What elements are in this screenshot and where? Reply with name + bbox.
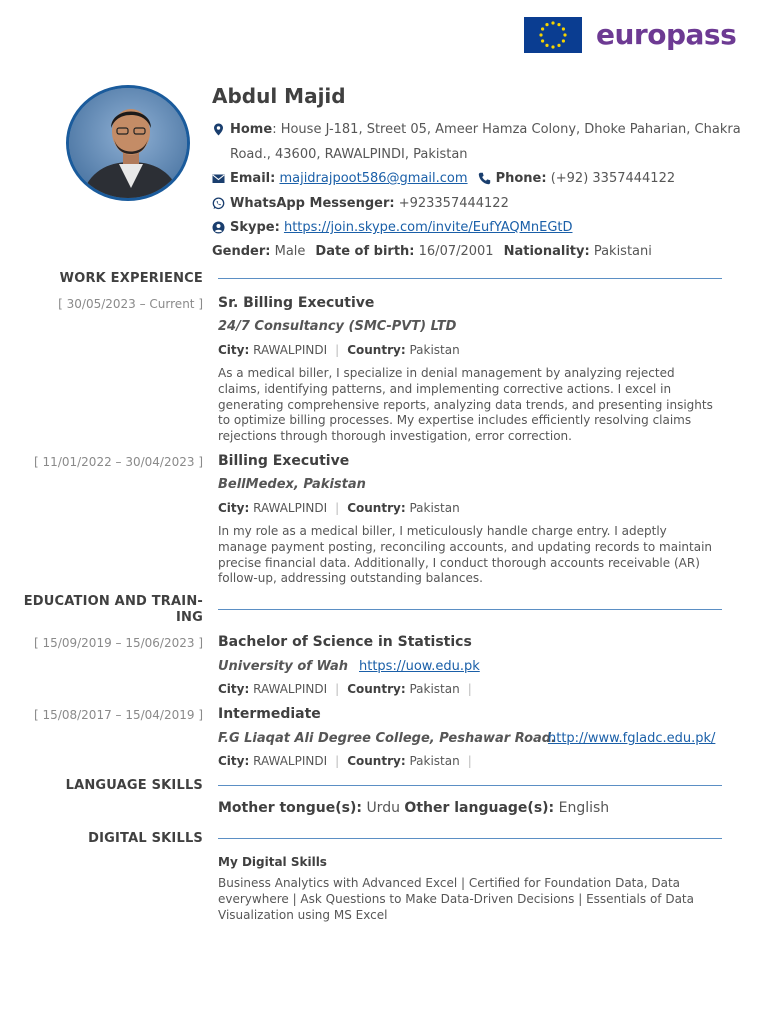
email-label: Email: [230,171,276,186]
section-title-education [0,594,203,626]
envelope-icon [212,172,225,185]
city-value: RAWALPINDI [253,343,328,357]
home-label: Home [230,122,273,137]
country-value: Pakistan [409,501,460,515]
education-date: [ 15/08/2017 – 15/04/2019 ] [34,708,203,722]
job-date: [ 11/01/2022 – 30/04/2023 ] [34,455,203,469]
gender-value: Male [274,244,306,259]
section-title-digital: DIGITAL SKILLS [88,831,203,846]
eu-flag-icon [524,17,582,53]
home-address [212,122,741,137]
education-date: [ 15/09/2019 – 15/06/2023 ] [34,636,203,650]
dob-label: Date of birth: [315,244,415,259]
section-divider [218,278,722,279]
city-value: RAWALPINDI [253,682,328,696]
degree-title: Bachelor of Science in Statistics [218,634,472,650]
institution-website-link[interactable]: https://uow.edu.pk [359,659,480,674]
profile-photo [66,85,190,201]
whatsapp-icon [212,197,225,210]
country-label: Country: [347,343,406,357]
user-circle-icon [212,221,225,234]
city-value: RAWALPINDI [253,501,328,515]
job-location: City: RAWALPINDI | Country: Pakistan [218,501,460,515]
language-line [218,800,609,816]
job-description: As a medical biller, I specialize in denial management by analyzing rejected claims, identifying patterns, and implementing corrective actions. I excel in generating comprehensive reports, analyzing data trends, and presenting insights to optimize billing processes. My expertise includes efficiently resolving claims rejections through thorough investigation, error correction. [218,366,713,444]
mother-tongue-label: Mother tongue(s): [218,800,362,816]
whatsapp-row [212,196,509,211]
institution-name: University of Wah [218,659,348,674]
job-location: City: RAWALPINDI | Country: Pakistan [218,343,460,357]
phone-label: Phone: [495,171,547,186]
email-link[interactable]: majidrajpoot586@gmail.com [279,171,468,186]
digital-skills-list: Business Analytics with Advanced Excel | Certified for Foundation Data, Data everywhere | Ask Questions to Make Data-Driven Decisions | Essentials of Data Visualization using MS Excel [218,876,694,922]
europass-wordmark: europass [596,18,737,51]
education-location: City: RAWALPINDI | Country: Pakistan | [218,682,472,696]
employer-name: BellMedex, Pakistan [218,477,366,492]
section-divider [218,609,722,610]
location-pin-icon [212,123,225,136]
other-language-value: English [558,800,610,816]
city-value: RAWALPINDI [253,754,328,768]
dob-value: 16/07/2001 [418,244,494,259]
job-date: [ 30/05/2023 – Current ] [58,297,203,311]
nationality-value: Pakistani [593,244,652,259]
country-value: Pakistan [409,754,460,768]
person-name: Abdul Majid [212,84,346,108]
country-label: Country: [347,682,406,696]
job-title: Sr. Billing Executive [218,295,375,311]
education-location: City: RAWALPINDI | Country: Pakistan | [218,754,472,768]
whatsapp-label: WhatsApp Messenger: [230,196,395,211]
institution-name: F.G Liaqat Ali Degree College, Peshawar Road. [218,731,557,746]
europass-logo [524,17,736,53]
city-label: City: [218,343,250,357]
country-label: Country: [347,754,406,768]
job-description: In my role as a medical biller, I meticulously handle charge entry. I adeptly manage payment posting, reconciling accounts, and updating records to maintain precise financial data. Additionally, I conduct thorough accounts receivable (AR) follow-up, addressing outstanding balances. [218,524,713,586]
section-divider [218,838,722,839]
other-language-label: Other language(s): [404,800,555,816]
degree-title: Intermediate [218,706,321,722]
country-label: Country: [347,501,406,515]
contact-row [212,171,675,186]
education-title-line1: EDUCATION AND TRAIN- [23,594,203,609]
employer-name: 24/7 Consultancy (SMC-PVT) LTD [218,319,457,334]
skype-label: Skype: [230,220,280,235]
city-label: City: [218,501,250,515]
phone-value: (+92) 3357444122 [550,171,676,186]
personal-details [212,244,652,259]
section-divider [218,785,722,786]
country-value: Pakistan [409,682,460,696]
section-title-work: WORK EXPERIENCE [59,271,203,286]
city-label: City: [218,682,250,696]
home-address-line2: Road., 43600, RAWALPINDI, Pakistan [230,147,468,162]
digital-skills-subtitle: My Digital Skills [218,855,327,869]
skype-row [212,220,573,235]
section-title-languages: LANGUAGE SKILLS [65,778,203,793]
skype-link[interactable]: https://join.skype.com/invite/EufYAQMnEGtD [283,220,573,235]
city-label: City: [218,754,250,768]
phone-icon [478,172,491,185]
education-title-line2: ING [176,610,203,625]
nationality-label: Nationality: [503,244,590,259]
whatsapp-value: +923357444122 [398,196,509,211]
job-title: Billing Executive [218,453,350,469]
gender-label: Gender: [212,244,271,259]
institution-website-link[interactable]: http://www.fgladc.edu.pk/ [548,731,716,746]
mother-tongue-value: Urdu [366,800,400,816]
country-value: Pakistan [409,343,460,357]
home-line1: : House J-181, Street 05, Ameer Hamza Colony, Dhoke Paharian, Chakra [272,122,741,137]
